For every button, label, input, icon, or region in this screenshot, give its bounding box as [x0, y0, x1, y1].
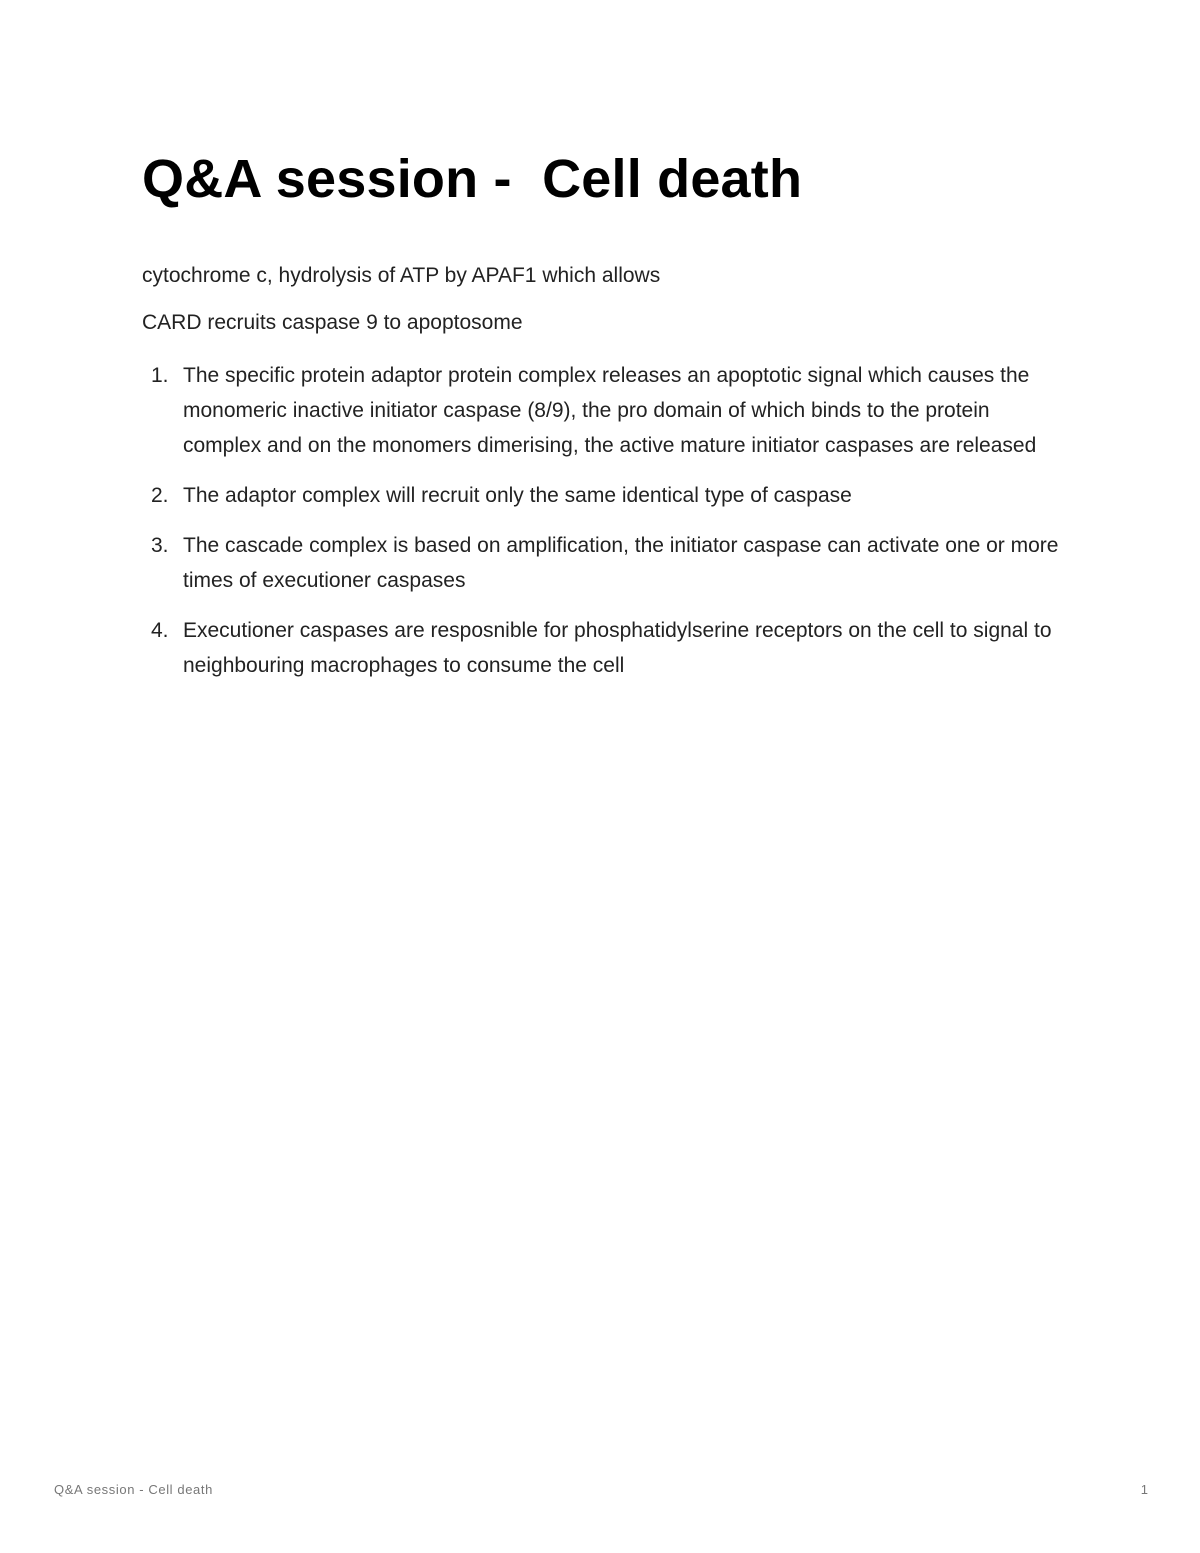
list-item-number: 1.	[151, 364, 169, 387]
numbered-list	[142, 358, 1062, 698]
list-item-text: The specific protein adaptor protein complex releases an apoptotic signal which causes the monomeric inactive initiator caspase (8/9), the pro domain of which binds to the protein complex and on the monomers dimerising, the active mature initiator caspases are released	[183, 364, 1037, 457]
list-item	[142, 358, 1062, 463]
footer-page-number: 1	[1140, 1482, 1148, 1497]
note-paragraph: cytochrome c, hydrolysis of ATP by APAF1 which allows	[142, 264, 661, 287]
list-item-text: The cascade complex is based on amplification, the initiator caspase can activate one or more times of executioner caspases	[183, 534, 1059, 592]
list-item	[142, 613, 1062, 683]
list-item-text: Executioner caspases are resposnible for phosphatidylserine receptors on the cell to signal to neighbouring macrophages to consume the cell	[183, 619, 1052, 677]
list-item-number: 3.	[151, 534, 169, 557]
list-item	[142, 528, 1062, 598]
list-item-number: 2.	[151, 484, 169, 507]
list-item	[142, 478, 1062, 513]
page-title: Q&A session - Cell death	[142, 149, 803, 209]
footer-document-label: Q&A session - Cell death	[54, 1482, 213, 1497]
note-paragraph: CARD recruits caspase 9 to apoptosome	[142, 311, 523, 334]
list-item-text: The adaptor complex will recruit only the same identical type of caspase	[183, 484, 852, 507]
list-item-number: 4.	[151, 619, 169, 642]
